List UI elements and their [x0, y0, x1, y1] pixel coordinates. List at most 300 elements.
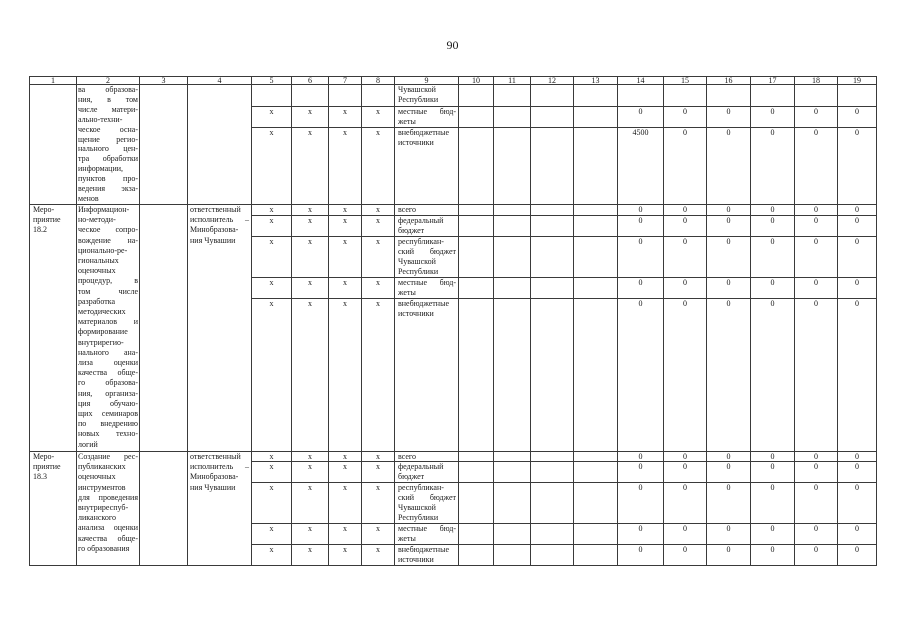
amount-cell: 0: [751, 107, 795, 128]
mark-cell: x: [292, 237, 329, 278]
funding-source-cell: [395, 545, 459, 566]
empty-cell: [531, 278, 574, 299]
mark-cell: x: [329, 462, 362, 483]
amount-cell: 0: [664, 452, 707, 462]
description-line: нального ана-: [78, 347, 138, 357]
funding-source-cell: [395, 128, 459, 205]
amount-cell: 0: [707, 237, 751, 278]
column-number-header: 18: [795, 77, 838, 85]
empty-cell: [494, 216, 531, 237]
empty-cell: [459, 524, 494, 545]
funding-source-line: Республики: [398, 513, 439, 522]
empty-cell: [494, 452, 531, 462]
amount-cell: 0: [795, 452, 838, 462]
amount-cell: 0: [618, 545, 664, 566]
description-line: Создание рес-: [78, 452, 138, 461]
description-line: ально-техни-: [78, 114, 123, 124]
amount-cell: 0: [838, 205, 877, 216]
mark-cell: x: [252, 452, 292, 462]
mark-cell: x: [252, 237, 292, 278]
empty-cell: [494, 107, 531, 128]
description-line: ционально-ре-: [78, 245, 128, 255]
event-cell: [30, 85, 77, 205]
amount-cell: 0: [838, 545, 877, 566]
funding-source-cell: [395, 483, 459, 524]
funding-source-line: бюджет: [398, 226, 425, 235]
funding-source-cell: [395, 524, 459, 545]
description-line: методических: [78, 307, 126, 317]
funding-source-cell: [395, 299, 459, 452]
amount-cell: 0: [795, 299, 838, 452]
amount-cell: 0: [664, 216, 707, 237]
description-line: процедур, в: [78, 276, 138, 286]
amount-cell: 0: [707, 278, 751, 299]
amount-cell: 0: [751, 462, 795, 483]
funding-source-cell: [395, 237, 459, 278]
empty-cell: [574, 299, 618, 452]
budget-table: [29, 76, 877, 566]
amount-cell: [751, 85, 795, 107]
description-line: менов: [78, 193, 99, 203]
funding-source-line: внебюджетные: [398, 545, 449, 554]
mark-cell: x: [252, 462, 292, 483]
mark-cell: x: [362, 107, 395, 128]
funding-source-line: всего: [398, 205, 417, 214]
empty-cell: [140, 205, 188, 452]
description-line: материалов и: [78, 317, 138, 327]
executor-line: ния Чувашии: [190, 235, 236, 245]
funding-source-line: жеты: [398, 534, 416, 543]
funding-source-line: Республики: [398, 95, 439, 104]
description-line: логий: [78, 439, 98, 449]
mark-cell: [292, 85, 329, 107]
description-line: разработка: [78, 296, 116, 306]
column-number-header: 19: [838, 77, 877, 85]
description-line: качества обще-: [78, 368, 138, 378]
amount-cell: 0: [664, 299, 707, 452]
empty-cell: [531, 205, 574, 216]
description-line: анализа оценки: [78, 523, 138, 533]
funding-source-line: местные бюд-: [398, 107, 456, 116]
amount-cell: 0: [751, 278, 795, 299]
executor-line: исполнитель –: [190, 462, 249, 472]
amount-cell: 0: [795, 278, 838, 299]
funding-source-line: федеральный: [398, 216, 444, 225]
empty-cell: [531, 545, 574, 566]
amount-cell: 0: [664, 462, 707, 483]
amount-cell: 0: [751, 452, 795, 462]
mark-cell: x: [292, 278, 329, 299]
amount-cell: 0: [664, 483, 707, 524]
empty-cell: [531, 237, 574, 278]
amount-cell: 0: [751, 524, 795, 545]
amount-cell: 0: [618, 237, 664, 278]
empty-cell: [574, 278, 618, 299]
description-line: ция обучаю-: [78, 398, 138, 408]
mark-cell: x: [252, 278, 292, 299]
amount-cell: 0: [838, 299, 877, 452]
description-line: оценочных: [78, 472, 116, 482]
amount-cell: 0: [838, 128, 877, 205]
empty-cell: [459, 128, 494, 205]
amount-cell: 0: [618, 216, 664, 237]
empty-cell: [494, 278, 531, 299]
description-line: тра обработки: [78, 154, 138, 164]
mark-cell: x: [329, 278, 362, 299]
page-number: 90: [446, 38, 459, 52]
event-line: приятие: [33, 462, 61, 472]
description-line: Информацион-: [78, 205, 130, 214]
description-line: формирование: [78, 327, 128, 337]
column-number-header: 1: [30, 77, 77, 85]
mark-cell: x: [329, 299, 362, 452]
empty-cell: [494, 483, 531, 524]
amount-cell: 0: [618, 483, 664, 524]
column-number-header: 8: [362, 77, 395, 85]
mark-cell: x: [252, 107, 292, 128]
amount-cell: [664, 85, 707, 107]
empty-cell: [459, 462, 494, 483]
empty-cell: [140, 85, 188, 205]
amount-cell: 0: [795, 237, 838, 278]
amount-cell: 0: [664, 278, 707, 299]
event-line: Меро-: [33, 205, 55, 214]
empty-cell: [459, 216, 494, 237]
funding-source-line: республикан-: [398, 237, 444, 246]
funding-source-cell: [395, 452, 459, 462]
empty-cell: [574, 107, 618, 128]
description-line: для проведения: [78, 492, 138, 502]
mark-cell: x: [362, 545, 395, 566]
column-number-header: 6: [292, 77, 329, 85]
column-number-header: 10: [459, 77, 494, 85]
event-cell: [30, 205, 77, 452]
empty-cell: [574, 85, 618, 107]
description-line: го образования: [78, 543, 130, 553]
empty-cell: [531, 462, 574, 483]
funding-source-line: Республики: [398, 267, 439, 276]
mark-cell: x: [292, 216, 329, 237]
amount-cell: 0: [618, 107, 664, 128]
event-line: 18.3: [33, 472, 47, 482]
mark-cell: x: [292, 452, 329, 462]
amount-cell: 0: [795, 205, 838, 216]
empty-cell: [574, 237, 618, 278]
column-number-header: 15: [664, 77, 707, 85]
empty-cell: [574, 128, 618, 205]
mark-cell: x: [329, 483, 362, 524]
description-line: ческое сопро-: [78, 225, 138, 235]
description-line: пунктов про-: [78, 174, 138, 184]
empty-cell: [494, 237, 531, 278]
mark-cell: x: [329, 524, 362, 545]
mark-cell: x: [252, 205, 292, 216]
amount-cell: 0: [838, 462, 877, 483]
description-cell: [77, 205, 140, 452]
description-line: ведения экза-: [78, 184, 138, 194]
amount-cell: 0: [707, 452, 751, 462]
empty-cell: [459, 299, 494, 452]
empty-cell: [574, 524, 618, 545]
amount-cell: 0: [751, 216, 795, 237]
mark-cell: x: [362, 462, 395, 483]
column-number-header: 9: [395, 77, 459, 85]
amount-cell: 0: [751, 299, 795, 452]
description-line: гиональных: [78, 256, 119, 266]
funding-source-line: республикан-: [398, 483, 444, 492]
executor-line: Минобразова-: [190, 472, 239, 482]
mark-cell: x: [362, 299, 395, 452]
column-number-header: 16: [707, 77, 751, 85]
description-line: внутриреспуб-: [78, 503, 129, 513]
mark-cell: x: [362, 205, 395, 216]
description-line: числе матери-: [78, 104, 138, 114]
amount-cell: 0: [664, 107, 707, 128]
empty-cell: [494, 462, 531, 483]
mark-cell: x: [362, 128, 395, 205]
mark-cell: x: [252, 524, 292, 545]
funding-source-cell: [395, 85, 459, 107]
mark-cell: x: [292, 545, 329, 566]
mark-cell: x: [252, 545, 292, 566]
description-line: щих семинаров: [78, 409, 138, 419]
empty-cell: [459, 483, 494, 524]
empty-cell: [574, 205, 618, 216]
description-line: ния, организа-: [78, 388, 138, 398]
empty-cell: [459, 237, 494, 278]
amount-cell: 0: [751, 545, 795, 566]
amount-cell: [795, 85, 838, 107]
amount-cell: 0: [707, 216, 751, 237]
mark-cell: x: [252, 128, 292, 205]
description-line: ва образова-: [78, 85, 138, 94]
column-number-header: 3: [140, 77, 188, 85]
amount-cell: 0: [664, 524, 707, 545]
mark-cell: x: [362, 483, 395, 524]
amount-cell: 0: [795, 128, 838, 205]
empty-cell: [531, 524, 574, 545]
amount-cell: 0: [751, 205, 795, 216]
description-line: информации,: [78, 164, 124, 174]
funding-source-line: местные бюд-: [398, 278, 456, 287]
amount-cell: 4500: [618, 128, 664, 205]
description-cell: [77, 452, 140, 566]
amount-cell: [707, 85, 751, 107]
amount-cell: 0: [838, 524, 877, 545]
funding-source-line: внебюджетные: [398, 299, 449, 308]
column-number-header: 11: [494, 77, 531, 85]
amount-cell: 0: [795, 216, 838, 237]
description-line: ческое осна-: [78, 124, 138, 134]
amount-cell: 0: [618, 278, 664, 299]
empty-cell: [459, 278, 494, 299]
description-line: внутрирегио-: [78, 337, 124, 347]
description-line: вождение на-: [78, 235, 138, 245]
mark-cell: x: [292, 483, 329, 524]
empty-cell: [531, 452, 574, 462]
column-number-header: 12: [531, 77, 574, 85]
empty-cell: [531, 128, 574, 205]
description-cell: [77, 85, 140, 205]
empty-cell: [140, 452, 188, 566]
event-cell: [30, 452, 77, 566]
amount-cell: 0: [707, 107, 751, 128]
description-line: нального цен-: [78, 144, 138, 154]
amount-cell: 0: [618, 524, 664, 545]
empty-cell: [531, 107, 574, 128]
amount-cell: 0: [751, 128, 795, 205]
mark-cell: x: [362, 216, 395, 237]
mark-cell: x: [329, 128, 362, 205]
empty-cell: [494, 205, 531, 216]
mark-cell: x: [292, 107, 329, 128]
column-number-header: 4: [188, 77, 252, 85]
description-line: ния, в том: [78, 94, 138, 104]
column-number-header: 13: [574, 77, 618, 85]
amount-cell: 0: [751, 237, 795, 278]
amount-cell: [618, 85, 664, 107]
description-line: новых техно-: [78, 429, 138, 439]
description-line: оценочных: [78, 266, 116, 276]
amount-cell: 0: [838, 483, 877, 524]
description-line: качества обще-: [78, 533, 138, 543]
description-line: щение регио-: [78, 134, 138, 144]
executor-line: ответственный: [190, 452, 241, 461]
event-line: приятие: [33, 215, 61, 225]
mark-cell: x: [329, 452, 362, 462]
description-line: том числе: [78, 286, 138, 296]
executor-cell: [188, 452, 252, 566]
amount-cell: 0: [707, 524, 751, 545]
mark-cell: x: [292, 524, 329, 545]
funding-source-cell: [395, 462, 459, 483]
funding-source-line: источники: [398, 138, 434, 147]
funding-source-line: Чувашской: [398, 257, 436, 266]
empty-cell: [531, 216, 574, 237]
executor-cell: [188, 85, 252, 205]
amount-cell: 0: [838, 216, 877, 237]
mark-cell: x: [252, 299, 292, 452]
amount-cell: 0: [707, 483, 751, 524]
empty-cell: [574, 483, 618, 524]
executor-line: ответственный: [190, 205, 241, 214]
funding-source-line: бюджет: [398, 472, 425, 481]
empty-cell: [494, 524, 531, 545]
mark-cell: x: [292, 205, 329, 216]
empty-cell: [574, 452, 618, 462]
description-line: лиза оценки: [78, 358, 138, 368]
amount-cell: 0: [795, 524, 838, 545]
mark-cell: x: [329, 205, 362, 216]
funding-source-line: жеты: [398, 117, 416, 126]
empty-cell: [494, 128, 531, 205]
empty-cell: [459, 452, 494, 462]
column-number-header: 2: [77, 77, 140, 85]
column-number-header: 7: [329, 77, 362, 85]
amount-cell: 0: [618, 205, 664, 216]
mark-cell: [329, 85, 362, 107]
mark-cell: x: [362, 278, 395, 299]
amount-cell: 0: [707, 205, 751, 216]
amount-cell: 0: [664, 205, 707, 216]
funding-source-line: Чувашской: [398, 85, 436, 94]
event-line: 18.2: [33, 225, 47, 235]
mark-cell: x: [329, 545, 362, 566]
empty-cell: [531, 299, 574, 452]
amount-cell: 0: [664, 237, 707, 278]
mark-cell: x: [362, 452, 395, 462]
mark-cell: x: [362, 237, 395, 278]
empty-cell: [459, 107, 494, 128]
description-line: го образова-: [78, 378, 138, 388]
event-line: Меро-: [33, 452, 55, 461]
description-line: публиканских: [78, 462, 126, 472]
empty-cell: [494, 85, 531, 107]
funding-source-line: источники: [398, 309, 434, 318]
executor-line: Минобразова-: [190, 225, 239, 235]
funding-source-line: федеральный: [398, 462, 444, 471]
mark-cell: x: [252, 483, 292, 524]
funding-source-line: местные бюд-: [398, 524, 456, 533]
funding-source-cell: [395, 216, 459, 237]
amount-cell: [838, 85, 877, 107]
mark-cell: x: [292, 462, 329, 483]
funding-source-cell: [395, 107, 459, 128]
mark-cell: x: [362, 524, 395, 545]
mark-cell: x: [329, 216, 362, 237]
column-number-header: 17: [751, 77, 795, 85]
amount-cell: 0: [795, 483, 838, 524]
amount-cell: 0: [707, 299, 751, 452]
empty-cell: [574, 216, 618, 237]
mark-cell: [252, 85, 292, 107]
amount-cell: 0: [707, 545, 751, 566]
amount-cell: 0: [664, 545, 707, 566]
empty-cell: [459, 545, 494, 566]
amount-cell: 0: [795, 107, 838, 128]
funding-source-line: ский бюджет: [398, 493, 456, 502]
mark-cell: x: [252, 216, 292, 237]
amount-cell: 0: [618, 299, 664, 452]
funding-source-cell: [395, 205, 459, 216]
empty-cell: [531, 483, 574, 524]
amount-cell: 0: [618, 462, 664, 483]
amount-cell: 0: [707, 462, 751, 483]
mark-cell: x: [292, 299, 329, 452]
empty-cell: [459, 85, 494, 107]
description-line: ликанского: [78, 513, 116, 523]
empty-cell: [574, 545, 618, 566]
funding-source-cell: [395, 278, 459, 299]
description-line: по внедрению: [78, 419, 138, 429]
mark-cell: x: [329, 237, 362, 278]
executor-line: исполнитель –: [190, 215, 249, 225]
column-number-header: 14: [618, 77, 664, 85]
mark-cell: x: [329, 107, 362, 128]
description-line: инструментов: [78, 482, 126, 492]
column-number-header: 5: [252, 77, 292, 85]
funding-source-line: Чувашской: [398, 503, 436, 512]
empty-cell: [494, 545, 531, 566]
description-line: но-методи-: [78, 215, 116, 225]
mark-cell: x: [292, 128, 329, 205]
empty-cell: [531, 85, 574, 107]
empty-cell: [459, 205, 494, 216]
amount-cell: 0: [838, 107, 877, 128]
amount-cell: 0: [838, 452, 877, 462]
amount-cell: 0: [795, 462, 838, 483]
amount-cell: 0: [664, 128, 707, 205]
